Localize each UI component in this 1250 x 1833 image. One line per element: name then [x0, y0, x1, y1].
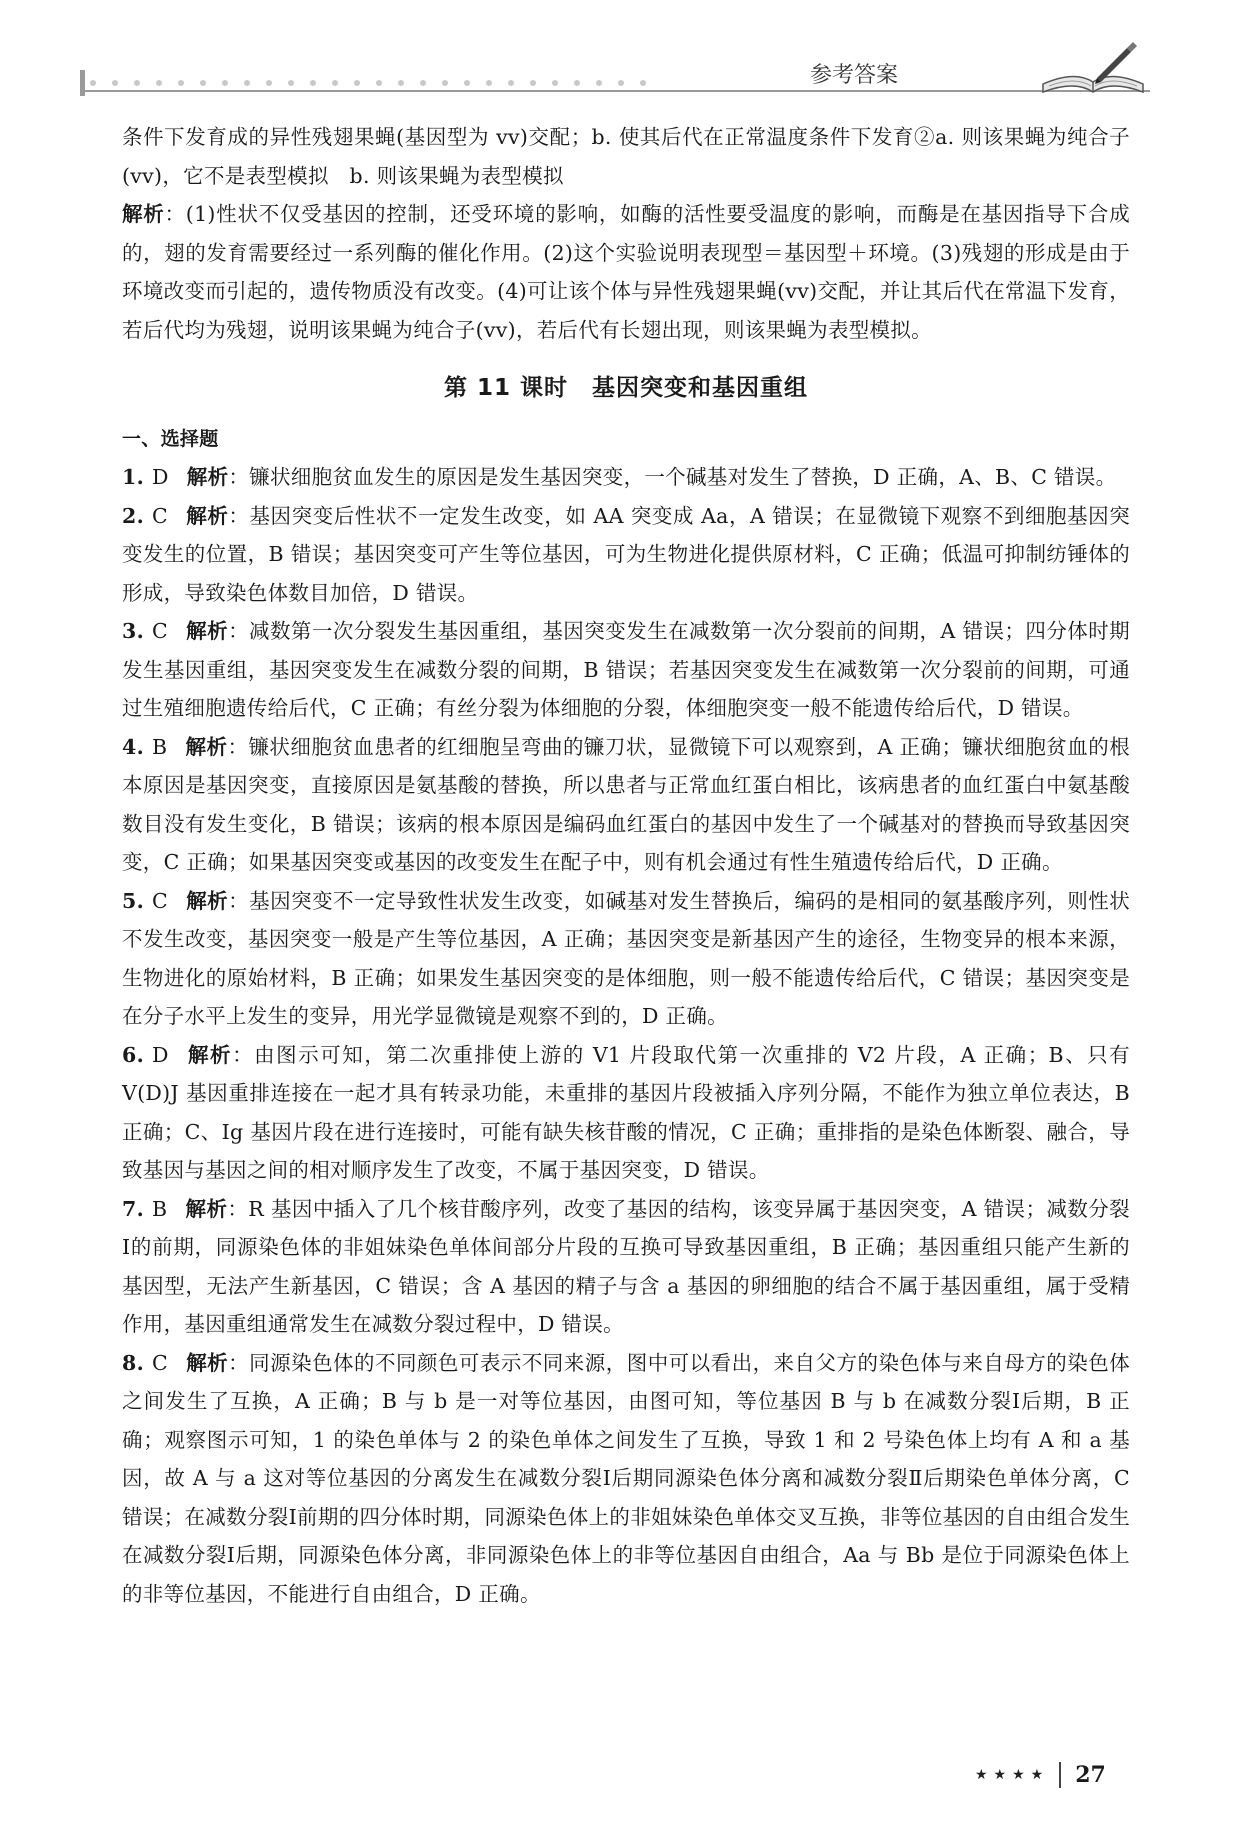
- intro-explanation: [122, 195, 1130, 349]
- running-head: 参考答案: [810, 63, 899, 88]
- question-item: [122, 612, 1130, 728]
- question-answer: C: [152, 503, 169, 528]
- question-item: [122, 882, 1130, 1036]
- page-header: [80, 40, 1180, 100]
- explain-text: ：镰状细胞贫血患者的红细胞呈弯曲的镰刀状，显微镜下可以观察到，A 正确；镰状细胞贫血的根本原因是基因突变，直接原因是氨基酸的替换，所以患者与正常血红蛋白相比，该病患者的血红蛋白中氨基酸数目没有发生变化，B 错误；该病的根本原因是编码血红蛋白的基因中发生了一个碱基对的替换而导致基因突变，C 正确；如果基因突变或基因的改变发生在配子中，则有机会通过有性生殖遗传给后代，D 正确。: [122, 734, 1130, 874]
- section-title: 第 11 课时 基因突变和基因重组: [443, 375, 809, 401]
- question-answer: D: [152, 465, 169, 489]
- question-number: 3.: [122, 619, 145, 643]
- page-footer: [975, 1760, 1106, 1790]
- explain-label: 解析: [186, 619, 229, 643]
- explain-label: 解析: [186, 503, 229, 528]
- section-subhead: 一、选择题: [122, 427, 219, 450]
- intro-answer: 条件下发育成的异性残翅果蝇(基因型为 vv)交配；b. 使其后代在正常温度条件下发育②a. 则该果蝇为纯合子(vv)，它不是表型模拟 b. 则该果蝇为表型模拟: [122, 125, 1130, 188]
- question-number: 5.: [122, 888, 145, 913]
- question-number: 6.: [122, 1042, 145, 1067]
- explain-text: ：减数第一次分裂发生基因重组，基因突变发生在减数第一次分裂前的间期，A 错误；四分体时期发生基因重组，基因突变发生在减数分裂的间期，B 错误；若基因突变发生在减数第一次分裂前的间期，可通过生殖细胞遗传给后代，C 正确；有丝分裂为体细胞的分裂，体细胞突变一般不能遗传给后代，D 错误。: [122, 619, 1130, 720]
- explain-label: 解析: [185, 1196, 228, 1221]
- question-number: 7.: [122, 1196, 145, 1221]
- question-number: 8.: [122, 1350, 145, 1375]
- explain-label: 解析: [186, 465, 229, 489]
- explain-text: ：基因突变后性状不一定发生改变，如 AA 突变成 Aa，A 错误；在显微镜下观察不到细胞基因突变发生的位置，B 错误；基因突变可产生等位基因，可为生物进化提供原材料，C 正确；低温可抑制纺锤体的形成，导致染色体数目加倍，D 错误。: [122, 503, 1130, 605]
- question-answer: D: [152, 1042, 169, 1067]
- question-item: [122, 1190, 1130, 1344]
- question-item: [122, 728, 1130, 882]
- explain-text: ：基因突变不一定导致性状发生改变，如碱基对发生替换后，编码的是相同的氨基酸序列，则性状不发生改变，基因突变一般是产生等位基因，A 正确；基因突变是新基因产生的途径，生物变异的根本来源，生物进化的原始材料，B 正确；如果发生基因突变的是体细胞，则一般不能遗传给后代，C 错误；基因突变是在分子水平上发生的变异，用光学显微镜是观察不到的，D 正确。: [122, 888, 1130, 1028]
- question-item: [122, 1036, 1130, 1190]
- explain-label: 解析: [186, 1350, 229, 1375]
- book-pen-icon: [1035, 40, 1150, 100]
- explain-label: 解析: [185, 734, 228, 759]
- question-number: 4.: [122, 734, 145, 759]
- question-answer: C: [152, 619, 169, 643]
- page-number: 27: [1075, 1762, 1106, 1788]
- explain-label: 解析: [186, 1042, 233, 1067]
- explain-text: ：由图示可知，第二次重排使上游的 V1 片段取代第一次重排的 V2 片段，A 正确；B、只有 V(D)J 基因重排连接在一起才具有转录功能，未重排的基因片段被插入序列分隔，不能作为独立单位表达，B 正确；C、Ig 基因片段在进行连接时，可能有缺失核苷酸的情况，C 正确；重排指的是染色体断裂、融合，导致基因与基因之间的相对顺序发生了改变，不属于基因突变，D 错误。: [122, 1042, 1130, 1182]
- difficulty-stars: ★★★★: [975, 1767, 1050, 1783]
- question-list: [122, 458, 1130, 1613]
- question-number: 2.: [122, 503, 145, 528]
- explain-label: 解析: [186, 888, 229, 913]
- page-content: [122, 118, 1130, 1613]
- explain-text: ：(1)性状不仅受基因的控制，还受环境的影响，如酶的活性要受温度的影响，而酶是在基因指导下合成的，翅的发育需要经过一系列酶的催化作用。(2)这个实验说明表现型＝基因型＋环境。(3)残翅的形成是由于环境改变而引起的，遗传物质没有改变。(4)可让该个体与异性残翅果蝇(vv)交配，并让其后代在常温下发育，若后代均为残翅，说明该果蝇为纯合子(vv)，若后代有长翅出现，则该果蝇为表型模拟。: [122, 202, 1130, 342]
- question-answer: B: [152, 1196, 168, 1221]
- question-answer: B: [152, 734, 168, 759]
- header-dots: [90, 78, 750, 88]
- explain-label: 解析: [122, 202, 165, 226]
- question-answer: C: [152, 888, 169, 913]
- header-bar: [80, 70, 85, 96]
- explain-text: ：镰状细胞贫血发生的原因是发生基因突变，一个碱基对发生了替换，D 正确，A、B、C 错误。: [228, 465, 1117, 489]
- question-number: 1.: [122, 465, 145, 489]
- question-item: [122, 458, 1130, 497]
- question-item: [122, 1344, 1130, 1614]
- explain-text: ：同源染色体的不同颜色可表示不同来源，图中可以看出，来自父方的染色体与来自母方的染色体之间发生了互换，A 正确；B 与 b 是一对等位基因，由图可知，等位基因 B 与 b 在减数分裂Ⅰ后期，B 正确；观察图示可知，1 的染色单体与 2 的染色单体之间发生了互换，导致 1 和 2 号染色体上均有 A 和 a 基因，故 A 与 a 这对等位基因的分离发生在减数分裂Ⅰ后期同源染色体分离和减数分裂Ⅱ后期染色单体分离，C 错误；在减数分裂Ⅰ前期的四分体时期，同源染色体上的非姐妹染色单体交叉互换，非等位基因的自由组合发生在减数分裂Ⅰ后期，同源染色体分离，非同源染色体上的非等位基因自由组合，Aa 与 Bb 是位于同源染色体上的非等位基因，不能进行自由组合，D 正确。: [122, 1350, 1130, 1606]
- header-rule: [80, 90, 1150, 92]
- question-answer: C: [152, 1350, 169, 1375]
- footer-divider: [1059, 1762, 1061, 1788]
- question-item: [122, 497, 1130, 613]
- explain-text: ：R 基因中插入了几个核苷酸序列，改变了基因的结构，该变异属于基因突变，A 错误；减数分裂Ⅰ的前期，同源染色体的非姐妹染色单体间部分片段的互换可导致基因重组，B 正确；基因重组只能产生新的基因型，无法产生新基因，C 错误；含 A 基因的精子与含 a 基因的卵细胞的结合不属于基因重组，属于受精作用，基因重组通常发生在减数分裂过程中，D 错误。: [122, 1196, 1130, 1336]
